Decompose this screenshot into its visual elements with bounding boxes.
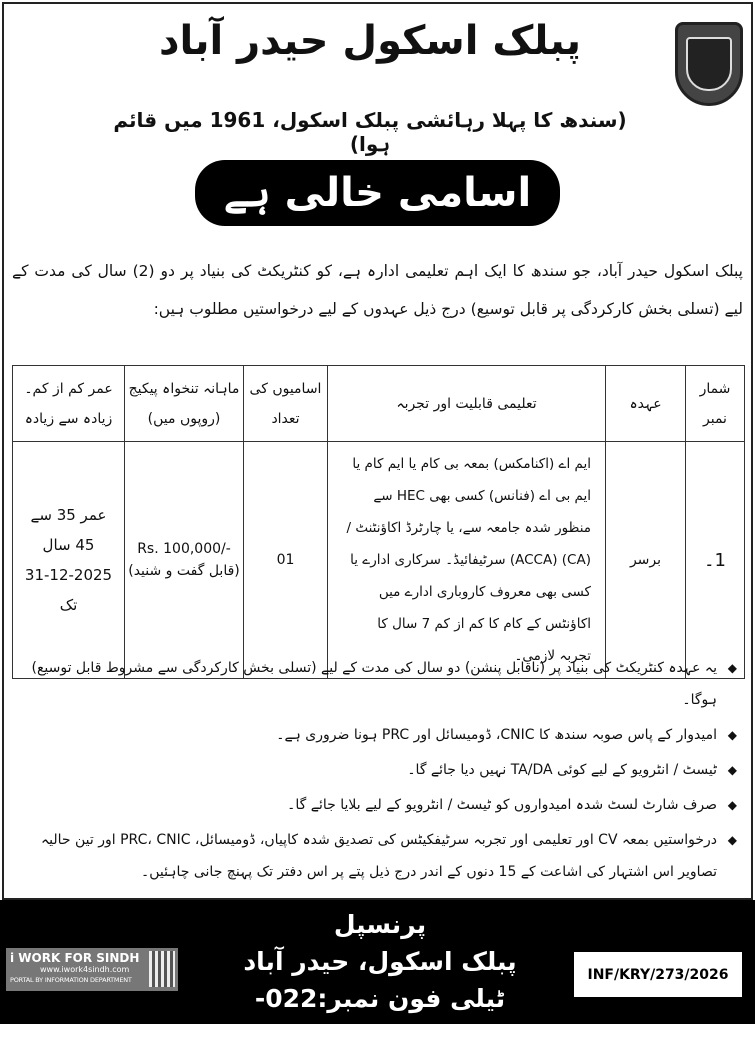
phone-number: ٹیلی فون نمبر:022-9260404 (254, 984, 506, 1050)
age-date: 31-12-2025 (24, 566, 113, 584)
header-qualification: تعلیمی قابلیت اور تجربہ (328, 366, 606, 442)
list-item (12, 824, 741, 888)
salary-amount: Rs. 100,000/- (137, 541, 231, 557)
conditions-list (12, 652, 741, 891)
school-crest-logo (675, 22, 743, 106)
school-title: پبلک اسکول حیدر آباد (158, 18, 582, 64)
salary-note: (قابل گفت و شنید) (128, 563, 240, 579)
bullet-icon: ◆ (727, 728, 737, 742)
age-until: تک (59, 596, 78, 614)
header-post: عہدہ (606, 366, 686, 442)
footer (0, 900, 755, 1050)
header-sno: شمار نمبر (686, 366, 745, 442)
bullet-icon: ◆ (727, 833, 737, 847)
wfs-sub: PORTAL BY INFORMATION DEPARTMENT (10, 976, 132, 984)
cell-sno: 1۔ (686, 442, 745, 679)
subtitle: (سندھ کا پہلا رہائشی پبلک اسکول، 1961 میں قائم ہوا) (113, 108, 627, 156)
bullet-icon: ◆ (727, 763, 737, 777)
header-age: عمر کم از کم۔ زیادہ سے زیادہ (13, 366, 125, 442)
intro-paragraph: پبلک اسکول حیدر آباد، جو سندھ کا ایک اہم تعلیمی ادارہ ہے، کو کنٹریکٹ کی بنیاد پر دو (2) سال کی مدت کے لیے (تسلی بخش کارکردگی پر قابل توسیع) درج ذیل عہدوں کے لیے درخواستیں مطلوب ہیں: (12, 262, 743, 318)
table-row (13, 442, 745, 679)
age-min: عمر 35 سے (30, 506, 107, 524)
table-header-row (13, 366, 745, 442)
wfs-title: i WORK FOR SINDH (10, 951, 140, 965)
age-max: 45 سال (42, 536, 95, 554)
header-count: اسامیوں کی تعداد (244, 366, 328, 442)
bullet-text: امیدوار کے پاس صوبہ سندھ کا CNIC، ڈومیسائل اور PRC ہونا ضروری ہے۔ (276, 727, 717, 743)
wfs-url: www.iwork4sindh.com (40, 965, 130, 974)
list-item (12, 754, 741, 786)
cell-salary (125, 442, 244, 679)
qr-code-icon (149, 951, 175, 987)
vacancy-banner: اسامی خالی ہے (195, 160, 560, 226)
bullet-text: صرف شارٹ لسٹ شدہ امیدواروں کو ٹیسٹ / انٹرویو کے لیے بلایا جائے گا۔ (287, 797, 717, 813)
cell-count: 01 (244, 442, 328, 679)
designation: پرنسپل (333, 910, 427, 939)
iwork-for-sindh-badge (6, 948, 178, 991)
vacancy-table (12, 365, 745, 679)
contact-block (200, 906, 560, 1054)
list-item (12, 719, 741, 751)
cell-post: برسر (606, 442, 686, 679)
cell-age (13, 442, 125, 679)
list-item (12, 652, 741, 716)
bullet-icon: ◆ (727, 798, 737, 812)
cell-qualification: ایم اے (اکنامکس) بمعہ بی کام یا ایم کام یا ایم بی اے (فنانس) کسی بھی HEC سے منظور شدہ جامعہ سے، یا چارٹرڈ اکاؤنٹنٹ / (CA) (ACCA) سرٹیفائیڈ۔ سرکاری ادارے یا کسی بھی معروف کاروباری ادارے میں اکاؤنٹس کے کام کا کم از کم 7 سال کا تجربہ لازمی۔ (328, 442, 606, 679)
school-address: پبلک اسکول، حیدر آباد (243, 947, 517, 976)
bullet-icon: ◆ (727, 661, 737, 675)
bullet-text: درخواستیں بمعہ CV اور تعلیمی اور تجربہ سرٹیفکیٹس کی تصدیق شدہ کاپیاں، ڈومیسائل، PRC، CNIC اور تین حالیہ تصاویر اس اشتہار کی اشاعت کے 15 دنوں کے اندر درج ذیل پتے پر اس دفتر تک پہنچ جانی چاہئیں۔ (40, 832, 717, 880)
bullet-text: یہ عہدہ کنٹریکٹ کی بنیاد پر (ناقابل پنشن) دو سال کی مدت کے لیے (تسلی بخش کارکردگی سے مشروط قابل توسیع) ہوگا۔ (31, 660, 717, 708)
reference-number: INF/KRY/273/2026 (574, 952, 742, 997)
header-salary: ماہانہ تنخواہ پیکیج (روپوں میں) (125, 366, 244, 442)
bullet-text: ٹیسٹ / انٹرویو کے لیے کوئی TA/DA نہیں دیا جائے گا۔ (407, 762, 717, 778)
list-item (12, 789, 741, 821)
wfs-text-block (10, 951, 148, 984)
